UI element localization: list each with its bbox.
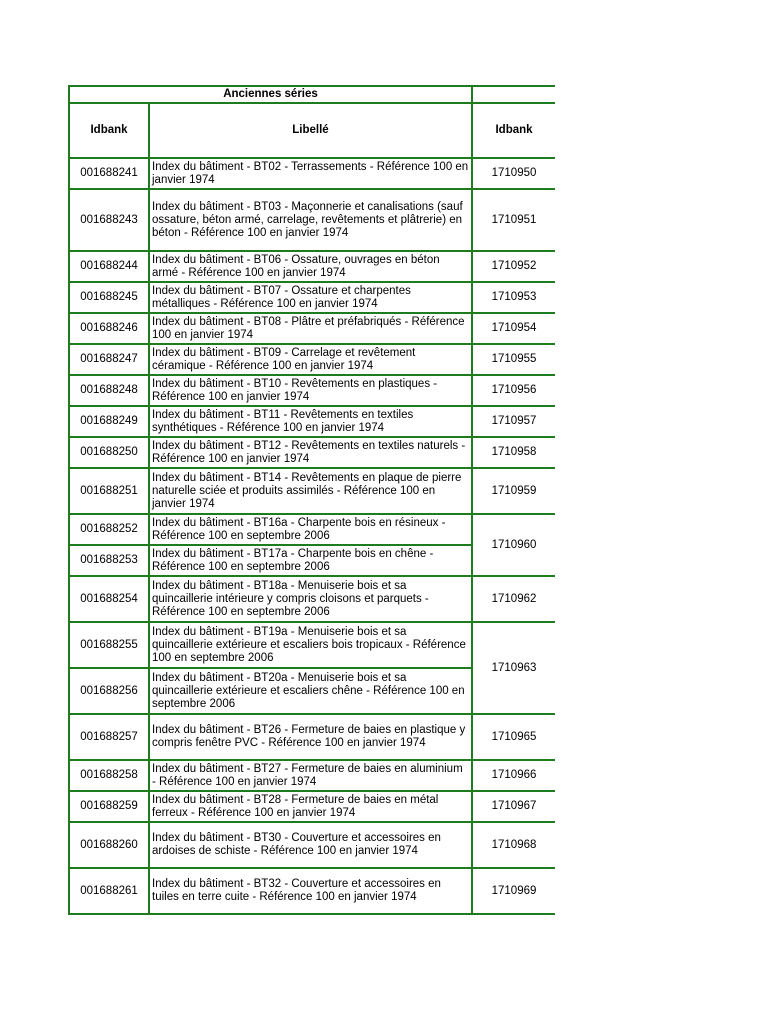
cell-idbank: 001688244 [69,251,149,282]
table-row [69,760,555,791]
header-row [69,103,555,158]
cell-idbank: 001688259 [69,791,149,822]
table-row [69,313,555,344]
cell-idbank-new: 1710956 [472,375,555,406]
cell-idbank-new: 1710957 [472,406,555,437]
cell-idbank: 001688250 [69,437,149,468]
table-row [69,468,555,514]
cell-libelle: Index du bâtiment - BT20a - Menuiserie bois et sa quincaillerie extérieure et escaliers chêne - Référence 100 en septembre 2006 [149,668,472,714]
cell-idbank: 001688257 [69,714,149,760]
cell-libelle: Index du bâtiment - BT09 - Carrelage et revêtement céramique - Référence 100 en janvier 1974 [149,344,472,375]
cell-idbank-new: 1710959 [472,468,555,514]
cell-libelle: Index du bâtiment - BT08 - Plâtre et préfabriqués - Référence 100 en janvier 1974 [149,313,472,344]
table-row [69,406,555,437]
cell-libelle: Index du bâtiment - BT03 - Maçonnerie et canalisations (sauf ossature, béton armé, carrelage, revêtements et plâtrerie) en béton - Référence 100 en janvier 1974 [149,189,472,251]
table-row [69,158,555,189]
cell-idbank-new: 1710954 [472,313,555,344]
cell-idbank-new: 1710969 [472,868,555,914]
cell-idbank: 001688248 [69,375,149,406]
cell-idbank-new: 1710953 [472,282,555,313]
cell-idbank-new: 1710955 [472,344,555,375]
cell-libelle: Index du bâtiment - BT02 - Terrassements - Référence 100 en janvier 1974 [149,158,472,189]
cell-idbank-new: 1710951 [472,189,555,251]
cell-idbank-new: 1710968 [472,822,555,868]
header-group-row [69,86,555,103]
table-row [69,251,555,282]
col-header-libelle: Libellé [149,103,472,158]
cell-libelle: Index du bâtiment - BT10 - Revêtements en plastiques - Référence 100 en janvier 1974 [149,375,472,406]
cell-libelle: Index du bâtiment - BT16a - Charpente bois en résineux - Référence 100 en septembre 2006 [149,514,472,545]
cell-idbank-new: 1710960 [472,514,555,576]
group-header-old-series: Anciennes séries [69,86,472,103]
cell-libelle: Index du bâtiment - BT11 - Revêtements en textiles synthétiques - Référence 100 en janvier 1974 [149,406,472,437]
cell-idbank: 001688247 [69,344,149,375]
cell-idbank: 001688260 [69,822,149,868]
cell-libelle: Index du bâtiment - BT12 - Revêtements en textiles naturels - Référence 100 en janvier 1974 [149,437,472,468]
table-row [69,189,555,251]
table-body [69,158,555,914]
cell-libelle: Index du bâtiment - BT06 - Ossature, ouvrages en béton armé - Référence 100 en janvier 1974 [149,251,472,282]
cell-idbank: 001688252 [69,514,149,545]
table-row [69,437,555,468]
cell-idbank: 001688256 [69,668,149,714]
cell-idbank-new: 1710958 [472,437,555,468]
table-row [69,868,555,914]
col-header-idbank-new: Idbank [472,103,555,158]
cell-libelle: Index du bâtiment - BT30 - Couverture et accessoires en ardoises de schiste - Référence 100 en janvier 1974 [149,822,472,868]
cell-libelle: Index du bâtiment - BT27 - Fermeture de baies en aluminium - Référence 100 en janvier 1974 [149,760,472,791]
cell-idbank-new: 1710966 [472,760,555,791]
cell-idbank: 001688243 [69,189,149,251]
cell-libelle: Index du bâtiment - BT18a - Menuiserie bois et sa quincaillerie intérieure y compris cloisons et parquets - Référence 100 en septembre 2006 [149,576,472,622]
table-row [69,514,555,545]
cell-idbank: 001688255 [69,622,149,668]
cell-idbank: 001688245 [69,282,149,313]
cell-libelle: Index du bâtiment - BT32 - Couverture et accessoires en tuiles en terre cuite - Référence 100 en janvier 1974 [149,868,472,914]
cell-idbank: 001688254 [69,576,149,622]
cell-idbank: 001688258 [69,760,149,791]
cell-idbank-new: 1710962 [472,576,555,622]
cell-libelle: Index du bâtiment - BT17a - Charpente bois en chêne - Référence 100 en septembre 2006 [149,545,472,576]
cell-libelle: Index du bâtiment - BT28 - Fermeture de baies en métal ferreux - Référence 100 en janvier 1974 [149,791,472,822]
cell-idbank-new: 1710967 [472,791,555,822]
cell-idbank-new: 1710950 [472,158,555,189]
table-row [69,714,555,760]
cell-idbank: 001688261 [69,868,149,914]
cell-idbank: 001688249 [69,406,149,437]
table-row [69,282,555,313]
cell-idbank-new: 1710952 [472,251,555,282]
cell-libelle: Index du bâtiment - BT14 - Revêtements en plaque de pierre naturelle sciée et produits assimilés - Référence 100 en janvier 1974 [149,468,472,514]
cell-idbank: 001688251 [69,468,149,514]
cell-idbank-new: 1710965 [472,714,555,760]
cell-idbank: 001688253 [69,545,149,576]
series-table [68,85,555,915]
cell-libelle: Index du bâtiment - BT19a - Menuiserie bois et sa quincaillerie extérieure et escaliers bois tropicaux - Référence 100 en septembre 2006 [149,622,472,668]
cell-idbank: 001688246 [69,313,149,344]
cell-idbank-new: 1710963 [472,622,555,714]
table-row [69,622,555,668]
table-row [69,344,555,375]
cell-libelle: Index du bâtiment - BT07 - Ossature et charpentes métalliques - Référence 100 en janvier 1974 [149,282,472,313]
table-row [69,822,555,868]
table-row [69,791,555,822]
table-row [69,576,555,622]
cell-idbank: 001688241 [69,158,149,189]
table-row [69,375,555,406]
col-header-idbank: Idbank [69,103,149,158]
cell-libelle: Index du bâtiment - BT26 - Fermeture de baies en plastique y compris fenêtre PVC - Référence 100 en janvier 1974 [149,714,472,760]
group-header-blank [472,86,555,103]
